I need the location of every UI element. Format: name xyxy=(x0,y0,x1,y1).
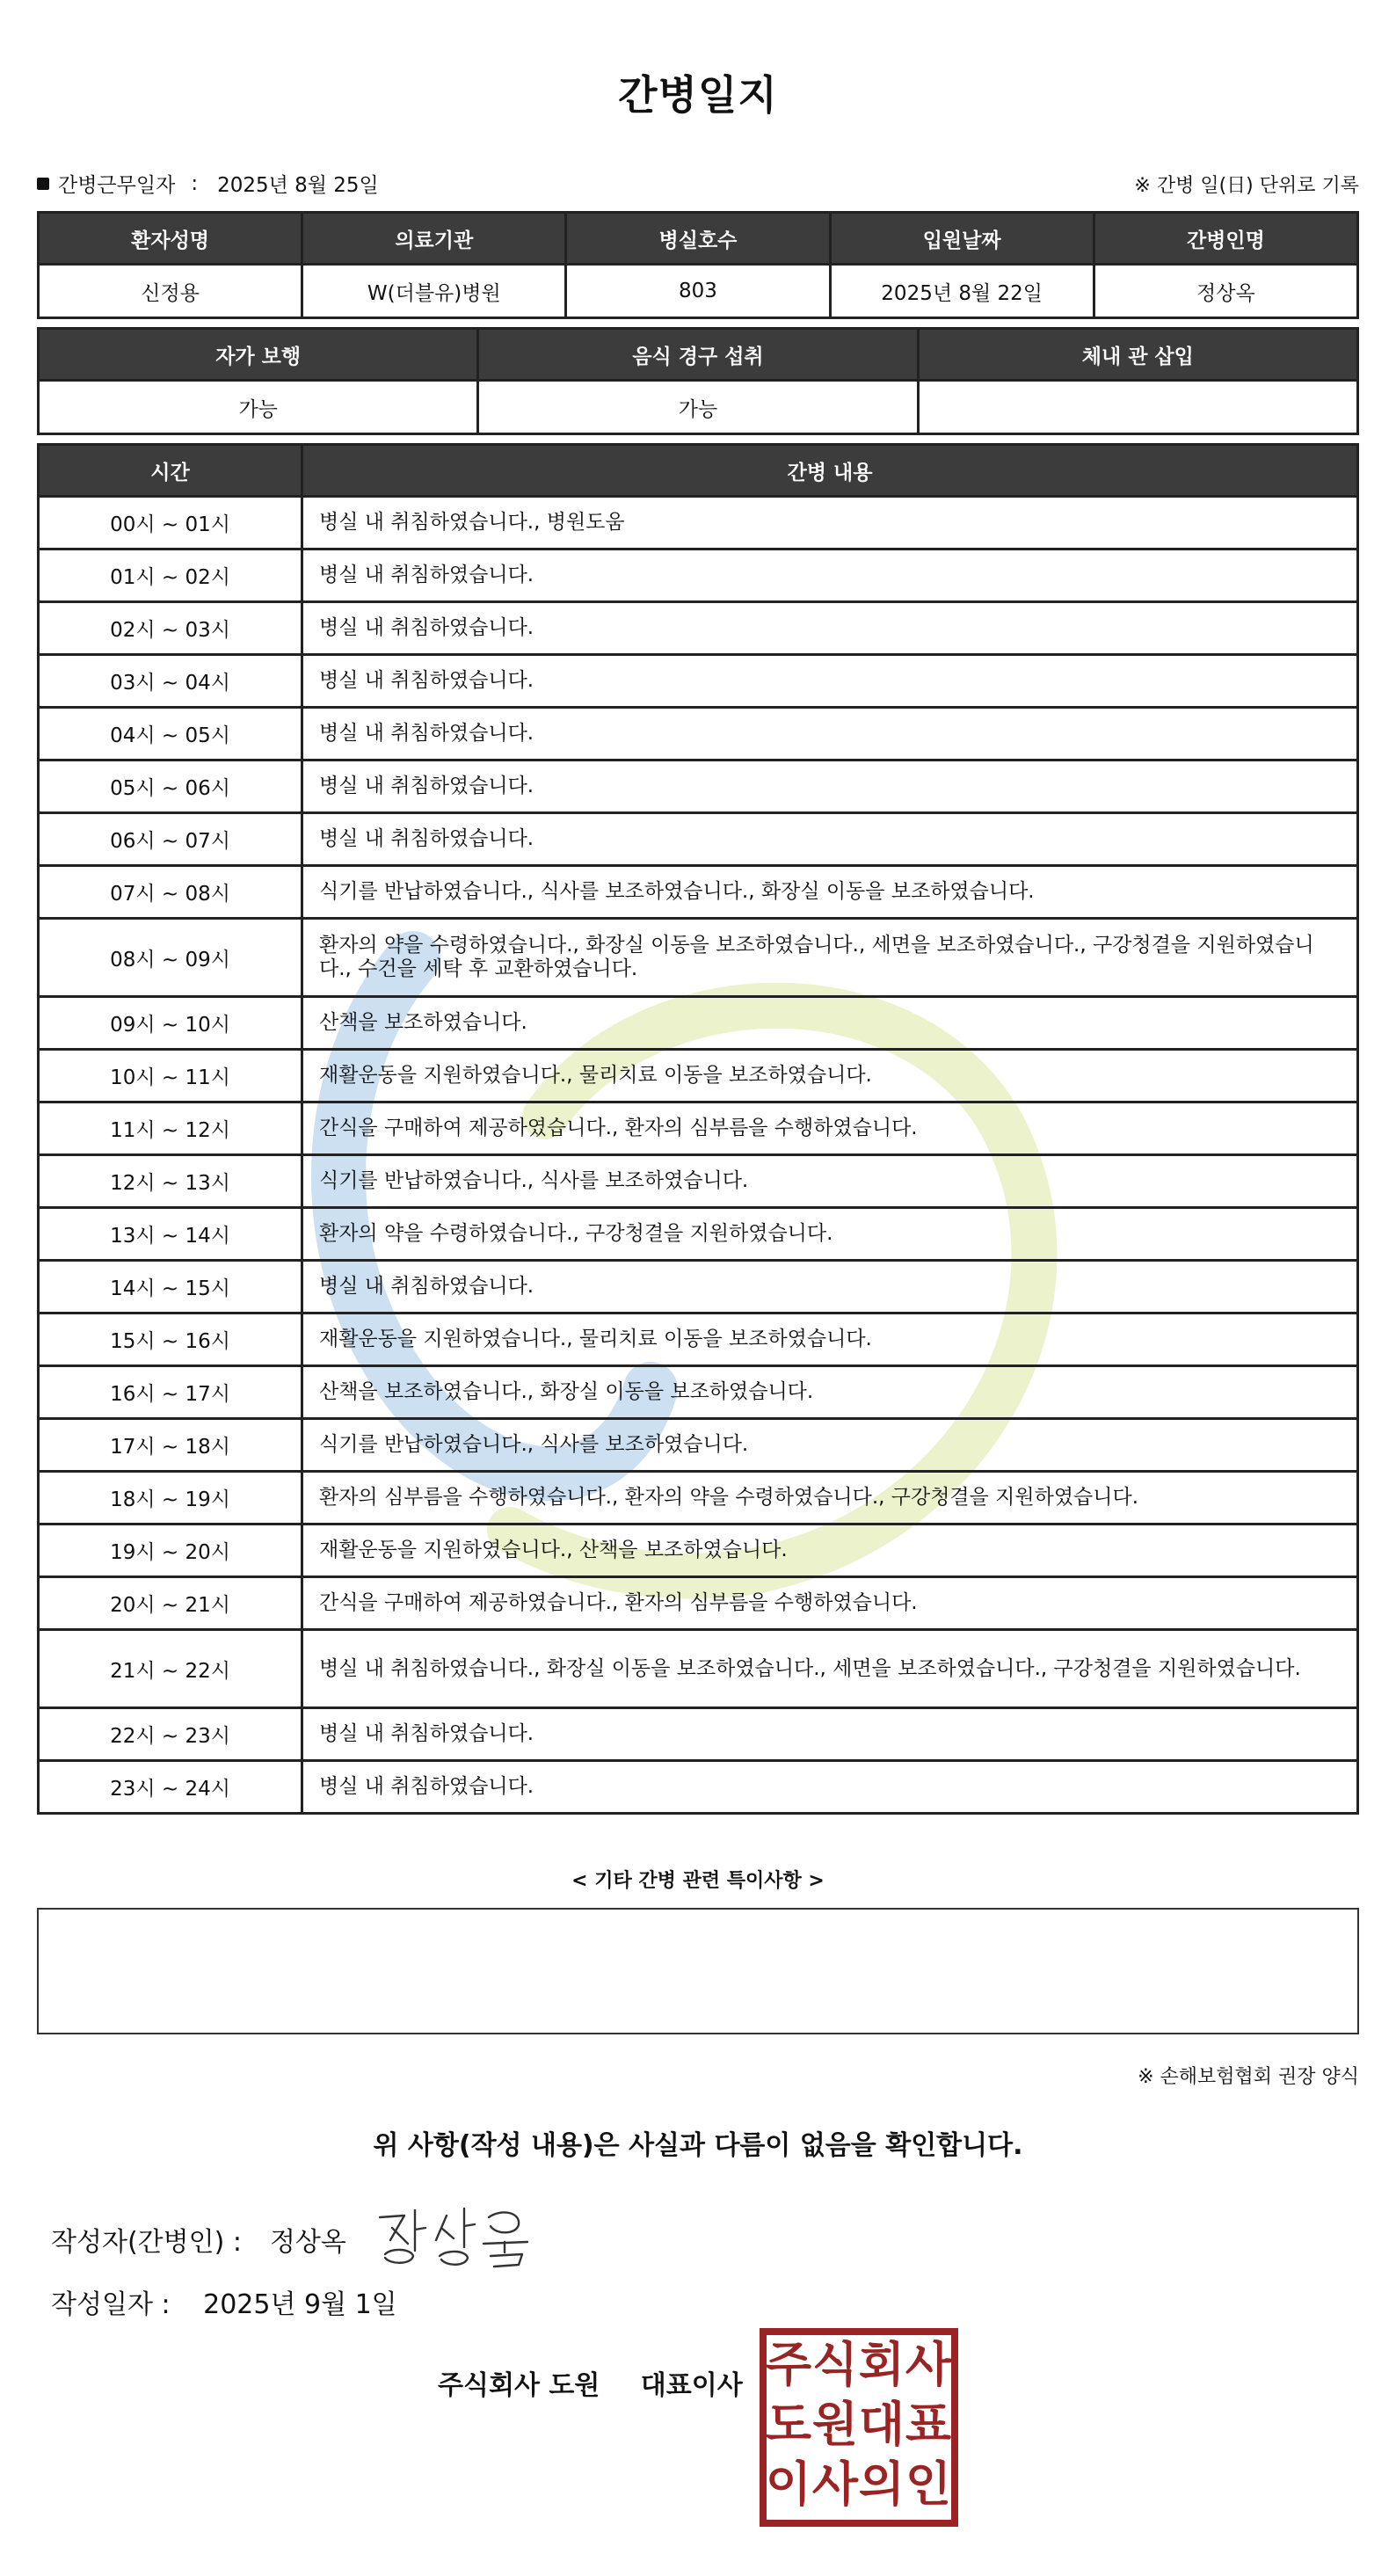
care-content: 재활운동을 지원하였습니다., 물리치료 이동을 보조하였습니다. xyxy=(302,1313,1358,1366)
care-content: 재활운동을 지원하였습니다., 산책을 보조하였습니다. xyxy=(302,1524,1358,1577)
table-row xyxy=(39,655,1358,708)
care-content: 병실 내 취침하였습니다. xyxy=(302,602,1358,655)
header-admission-date: 입원날짜 xyxy=(830,213,1094,265)
time-slot: 10시 ~ 11시 xyxy=(39,1050,302,1102)
care-content: 환자의 약을 수령하였습니다., 구강청결을 지원하였습니다. xyxy=(302,1208,1358,1261)
time-slot: 12시 ~ 13시 xyxy=(39,1155,302,1208)
care-content: 병실 내 취침하였습니다. xyxy=(302,1708,1358,1761)
time-slot: 18시 ~ 19시 xyxy=(39,1472,302,1524)
written-date-row xyxy=(51,2282,397,2321)
care-content: 병실 내 취침하였습니다. xyxy=(302,708,1358,760)
author-label: 작성자(간병인) : xyxy=(51,2227,242,2258)
time-slot: 17시 ~ 18시 xyxy=(39,1419,302,1472)
time-slot: 15시 ~ 16시 xyxy=(39,1313,302,1366)
notes-box xyxy=(37,1908,1359,2034)
table-row xyxy=(39,1708,1358,1761)
header-care-content: 간병 내용 xyxy=(302,445,1358,497)
author-name: 정상옥 xyxy=(269,2227,346,2258)
table-row xyxy=(39,1524,1358,1577)
seal-glyph: 의 xyxy=(858,2456,905,2512)
time-slot: 09시 ~ 10시 xyxy=(39,997,302,1050)
time-slot: 11시 ~ 12시 xyxy=(39,1102,302,1155)
table-row xyxy=(39,497,1358,549)
ceo-title: 대표이사 xyxy=(640,2370,743,2401)
page-title: 간병일지 xyxy=(618,71,778,119)
table-row xyxy=(39,1313,1358,1366)
table-row xyxy=(39,997,1358,1050)
care-content: 산책을 보조하였습니다., 화장실 이동을 보조하였습니다. xyxy=(302,1366,1358,1419)
caregiver-name-value: 정상옥 xyxy=(1094,265,1357,318)
care-content: 식기를 반납하였습니다., 식사를 보조하였습니다. xyxy=(302,1155,1358,1208)
bullet-square-icon xyxy=(37,178,49,190)
table-row xyxy=(39,708,1358,760)
notes-title: < 기타 간병 관련 특이사항 > xyxy=(571,1870,825,1892)
care-content: 환자의 심부름을 수행하였습니다., 환자의 약을 수령하였습니다., 구강청결을 지원하였습니다. xyxy=(302,1472,1358,1524)
author-row xyxy=(51,2220,346,2259)
table-row xyxy=(39,1155,1358,1208)
header-room-number: 병실호수 xyxy=(566,213,830,265)
table-row xyxy=(39,1761,1358,1814)
work-date-label: 간병근무일자 xyxy=(58,174,176,197)
care-content: 재활운동을 지원하였습니다., 물리치료 이동을 보조하였습니다. xyxy=(302,1050,1358,1102)
seal-glyph: 주 xyxy=(765,2337,812,2392)
work-date-value: 2025년 8월 25일 xyxy=(217,174,379,197)
patient-name-value: 신정용 xyxy=(39,265,302,318)
seal-glyph: 이 xyxy=(765,2456,812,2512)
header-self-walking: 자가 보행 xyxy=(39,329,478,381)
unit-note: ※ 간병 일(日) 단위로 기록 xyxy=(1134,175,1359,197)
company-seal-stamp xyxy=(760,2328,958,2527)
care-content: 환자의 약을 수령하였습니다., 화장실 이동을 보조하였습니다., 세면을 보조하였습니다., 구강청결을 지원하였습니다., 수건을 세탁 후 교환하였습니다. xyxy=(302,919,1358,997)
care-content: 병실 내 취침하였습니다., 병원도움 xyxy=(302,497,1358,549)
time-slot: 01시 ~ 02시 xyxy=(39,549,302,602)
self-walking-value: 가능 xyxy=(39,381,478,434)
care-content: 간식을 구매하여 제공하였습니다., 환자의 심부름을 수행하였습니다. xyxy=(302,1577,1358,1630)
company-name: 주식회사 도원 xyxy=(438,2370,600,2401)
table-row xyxy=(39,549,1358,602)
header-oral-intake: 음식 경구 섭취 xyxy=(478,329,918,381)
form-source-note: ※ 손해보험협회 권장 양식 xyxy=(1138,2066,1359,2088)
seal-glyph: 도 xyxy=(765,2397,812,2452)
table-row xyxy=(39,602,1358,655)
care-log-table xyxy=(37,443,1359,1815)
header-time: 시간 xyxy=(39,445,302,497)
time-slot: 05시 ~ 06시 xyxy=(39,760,302,813)
seal-glyph: 사 xyxy=(905,2337,952,2392)
seal-glyph: 식 xyxy=(811,2337,859,2392)
table-row xyxy=(39,1419,1358,1472)
care-log-rows xyxy=(39,497,1358,1814)
table-row xyxy=(39,1102,1358,1155)
seal-glyph: 원 xyxy=(811,2397,859,2452)
care-content: 병실 내 취침하였습니다. xyxy=(302,760,1358,813)
work-date-separator: : xyxy=(191,171,199,195)
table-row xyxy=(39,1472,1358,1524)
time-slot: 08시 ~ 09시 xyxy=(39,919,302,997)
seal-glyph: 대 xyxy=(858,2397,905,2452)
header-patient-name: 환자성명 xyxy=(39,213,302,265)
care-content: 산책을 보조하였습니다. xyxy=(302,997,1358,1050)
table-row xyxy=(39,1050,1358,1102)
time-slot: 00시 ~ 01시 xyxy=(39,497,302,549)
header-hospital: 의료기관 xyxy=(302,213,566,265)
time-slot: 16시 ~ 17시 xyxy=(39,1366,302,1419)
time-slot: 03시 ~ 04시 xyxy=(39,655,302,708)
care-content: 식기를 반납하였습니다., 식사를 보조하였습니다. xyxy=(302,1419,1358,1472)
time-slot: 06시 ~ 07시 xyxy=(39,813,302,866)
table-row xyxy=(39,919,1358,997)
seal-glyph: 회 xyxy=(858,2337,905,2392)
table-row xyxy=(39,866,1358,919)
seal-glyph: 인 xyxy=(905,2456,952,2512)
care-content: 병실 내 취침하였습니다. xyxy=(302,1761,1358,1814)
table-row xyxy=(39,1261,1358,1313)
care-content: 식기를 반납하였습니다., 식사를 보조하였습니다., 화장실 이동을 보조하였습니다. xyxy=(302,866,1358,919)
room-number-value: 803 xyxy=(566,265,830,318)
written-date-label: 작성일자 : xyxy=(51,2289,171,2320)
patient-info-table xyxy=(37,211,1359,319)
table-row xyxy=(39,1208,1358,1261)
time-slot: 04시 ~ 05시 xyxy=(39,708,302,760)
header-tube-insertion: 체내 관 삽입 xyxy=(918,329,1357,381)
time-slot: 02시 ~ 03시 xyxy=(39,602,302,655)
oral-intake-value: 가능 xyxy=(478,381,918,434)
time-slot: 21시 ~ 22시 xyxy=(39,1630,302,1708)
time-slot: 22시 ~ 23시 xyxy=(39,1708,302,1761)
table-row xyxy=(39,1366,1358,1419)
time-slot: 20시 ~ 21시 xyxy=(39,1577,302,1630)
time-slot: 23시 ~ 24시 xyxy=(39,1761,302,1814)
care-content: 병실 내 취침하였습니다. xyxy=(302,1261,1358,1313)
handwritten-signature xyxy=(373,2198,540,2268)
time-slot: 13시 ~ 14시 xyxy=(39,1208,302,1261)
care-content: 병실 내 취침하였습니다. xyxy=(302,549,1358,602)
table-row xyxy=(39,1577,1358,1630)
care-content: 병실 내 취침하였습니다. xyxy=(302,655,1358,708)
hospital-value: W(더블유)병원 xyxy=(302,265,566,318)
seal-glyph: 표 xyxy=(905,2397,952,2452)
company-row xyxy=(438,2363,743,2402)
care-content: 병실 내 취침하였습니다. xyxy=(302,813,1358,866)
confirmation-statement: 위 사항(작성 내용)은 사실과 다름이 없음을 확인합니다. xyxy=(373,2130,1023,2161)
admission-date-value: 2025년 8월 22일 xyxy=(830,265,1094,318)
written-date-value: 2025년 9월 1일 xyxy=(203,2289,397,2320)
table-row xyxy=(39,813,1358,866)
header-caregiver-name: 간병인명 xyxy=(1094,213,1357,265)
care-content: 병실 내 취침하였습니다., 화장실 이동을 보조하였습니다., 세면을 보조하였습니다., 구강청결을 지원하였습니다. xyxy=(302,1630,1358,1708)
care-content: 간식을 구매하여 제공하였습니다., 환자의 심부름을 수행하였습니다. xyxy=(302,1102,1358,1155)
work-date-row xyxy=(37,169,1359,199)
time-slot: 07시 ~ 08시 xyxy=(39,866,302,919)
table-row xyxy=(39,1630,1358,1708)
time-slot: 14시 ~ 15시 xyxy=(39,1261,302,1313)
tube-insertion-value xyxy=(918,381,1357,434)
patient-ability-table xyxy=(37,327,1359,435)
seal-glyph: 사 xyxy=(811,2456,859,2512)
table-row xyxy=(39,760,1358,813)
time-slot: 19시 ~ 20시 xyxy=(39,1524,302,1577)
